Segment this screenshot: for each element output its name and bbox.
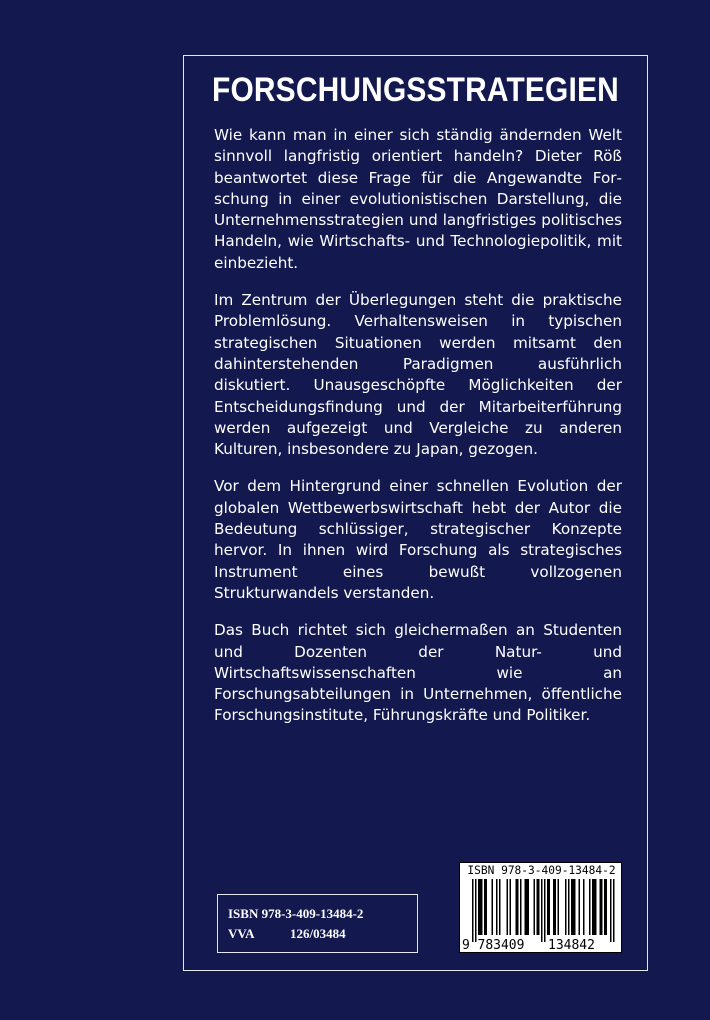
- barcode-left-digits: 783409: [477, 938, 525, 952]
- barcode-graphic: [460, 879, 621, 952]
- barcode-bar: [516, 879, 518, 935]
- barcode-bar: [520, 879, 522, 935]
- barcode-bar: [589, 879, 591, 935]
- blurb-paragraph-3: Vor dem Hintergrund einer schnellen Evolution der globalen Wettbewerbswirtschaft hebt der Autor die Bedeutung schlüssiger, strategischer Konzepte hervor. In ihnen wird Forschung als strategisches Instrument eines bewußt vollzogenen Strukturwandels verstanden.: [214, 477, 622, 602]
- barcode-bar: [573, 879, 575, 935]
- barcode-bar: [610, 879, 612, 942]
- barcode-bar: [480, 879, 482, 935]
- barcode-bar: [499, 879, 501, 935]
- blurb-paragraph-4: Das Buch richtet sich gleichermaßen an Studenten und Dozenten der Natur- und Wirtschaftswissenschaften wie an Forschungsabteilungen in Unternehmen, öffentliche Forschungsinstitute, Führungskräfte und Politiker.: [214, 621, 622, 725]
- barcode-bar: [549, 879, 551, 935]
- barcode-bar: [555, 879, 557, 935]
- barcode-first-digit: 9: [462, 938, 470, 952]
- vva-label: VVA: [228, 926, 255, 941]
- vva-line: [228, 924, 417, 944]
- barcode-bar: [528, 879, 530, 935]
- barcode-bar: [571, 879, 573, 935]
- barcode-bar: [565, 879, 567, 935]
- book-title: FORSCHUNGSSTRATEGIEN: [212, 71, 619, 109]
- barcode-bar: [594, 879, 596, 935]
- barcode-bar: [484, 879, 486, 935]
- barcode-bar: [553, 879, 555, 935]
- barcode-bar: [525, 879, 527, 935]
- barcode-bar: [472, 879, 474, 942]
- barcode-bar: [606, 879, 608, 935]
- barcode-bar: [604, 879, 606, 935]
- blurb-text: [214, 125, 622, 743]
- vva-number: 126/03484: [290, 926, 346, 941]
- barcode-bar: [558, 879, 560, 935]
- barcode-bar: [600, 879, 602, 935]
- barcode-bar: [510, 879, 512, 935]
- barcode-bar: [544, 879, 546, 942]
- barcode-bar: [547, 879, 549, 935]
- barcode-bar: [496, 879, 498, 935]
- barcode-bar: [595, 879, 597, 935]
- barcode-bar: [526, 879, 528, 935]
- barcode-bar: [507, 879, 509, 935]
- barcode-bar: [538, 879, 540, 935]
- barcode-right-digits: 134842: [548, 938, 595, 952]
- barcode-bar: [583, 879, 585, 935]
- barcode-bar: [534, 879, 536, 935]
- barcode-bar: [481, 879, 483, 935]
- isbn-info-box: [217, 894, 418, 953]
- barcode: [459, 862, 622, 953]
- barcode-isbn-text: ISBN 978-3-409-13484-2: [467, 864, 616, 877]
- barcode-bar: [486, 879, 488, 935]
- barcode-bar: [601, 879, 603, 935]
- blurb-paragraph-1: Wie kann man in einer sich ständig ändernden Welt sinnvoll langfristig orientiert handeln? Dieter Röß beantwortet diese Frage für die Angewandte Forschung in einer evolutionistischen Darstellung, die Unternehmensstrategien und langfristiges politisches Handeln, wie Wirtschafts- und Technologiepolitik, mit einbezieht.: [214, 126, 622, 272]
- barcode-bar: [517, 879, 519, 935]
- barcode-bar: [592, 879, 594, 935]
- barcode-bar: [537, 879, 539, 935]
- blurb-paragraph-2: Im Zentrum der Überlegungen steht die praktische Problemlösung. Verhaltensweisen in typischen strategischen Situationen werden mitsamt den dahinterstehenden Paradigmen ausführlich diskutiert. Unausgeschöpfte Möglichkeiten der Entscheidungsfindung und der Mitarbeiterführung werden aufgezeigt und Vergleiche zu anderen Kulturen, insbesondere zu Japan, gezogen.: [214, 291, 622, 459]
- barcode-bar: [579, 879, 581, 935]
- barcode-bar: [492, 879, 494, 935]
- isbn-line: ISBN 978-3-409-13484-2: [228, 906, 364, 921]
- barcode-bar: [475, 879, 477, 942]
- barcode-bar: [574, 879, 576, 935]
- barcode-bar: [478, 879, 480, 935]
- barcode-bar: [568, 879, 570, 935]
- barcode-bar: [541, 879, 543, 942]
- barcode-bar: [613, 879, 615, 942]
